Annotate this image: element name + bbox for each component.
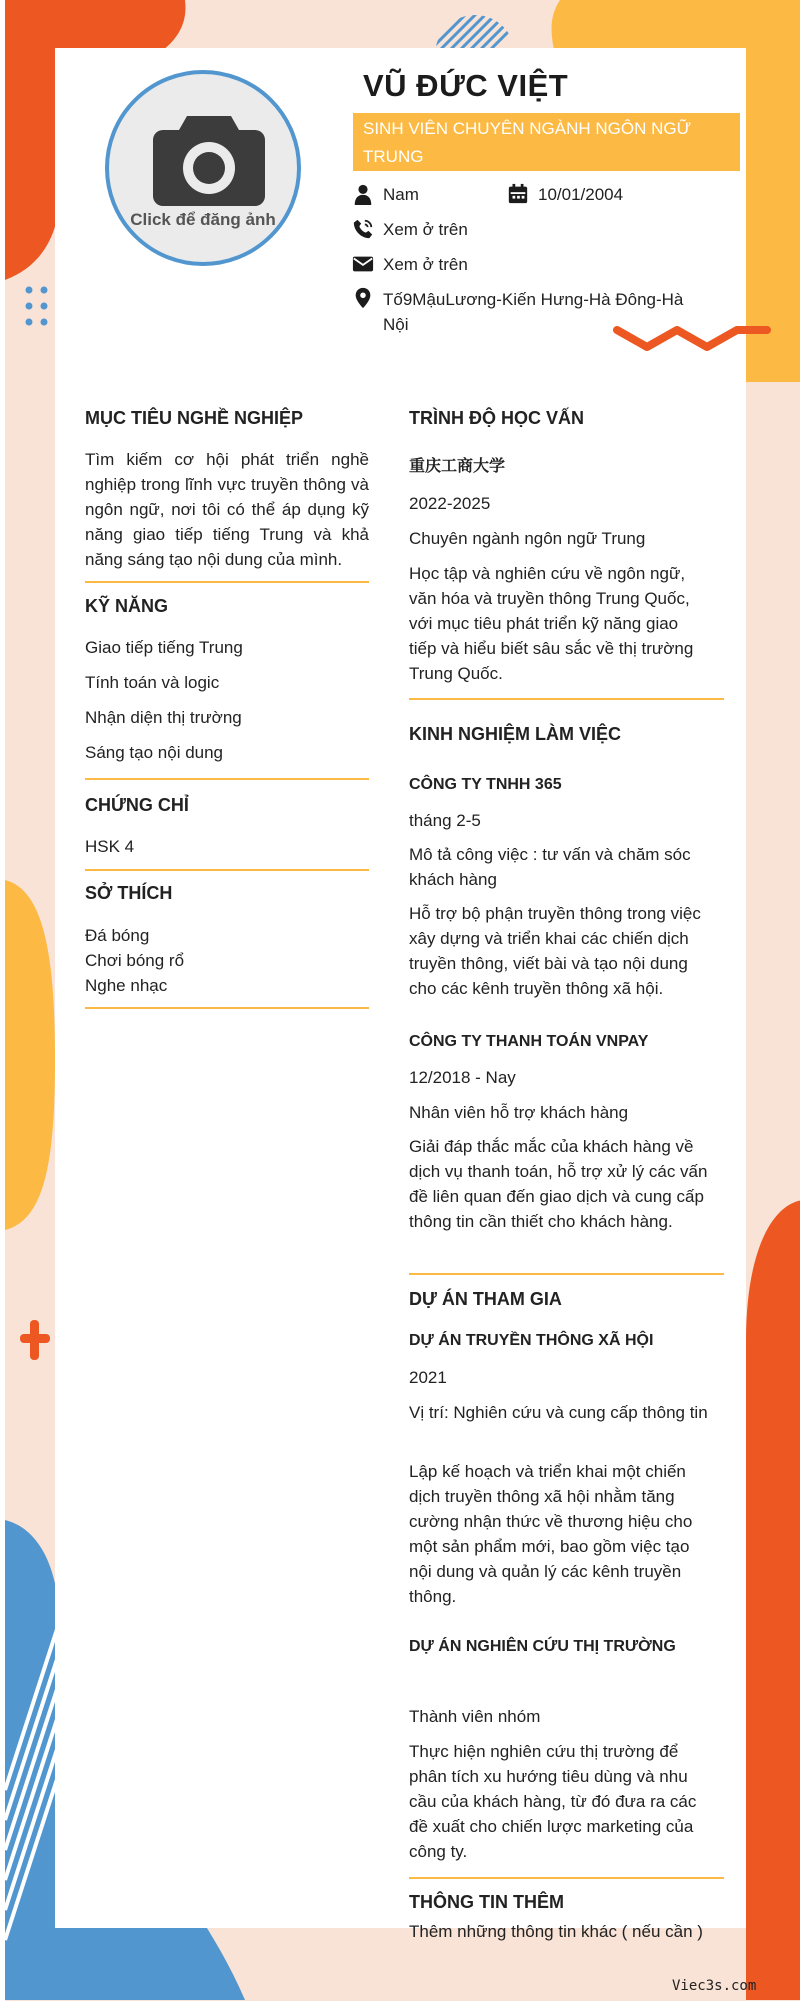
divider xyxy=(85,778,369,780)
hobbies-list xyxy=(85,923,184,998)
avatar-upload[interactable] xyxy=(105,70,301,266)
job-company: CÔNG TY TNHH 365 xyxy=(409,776,562,793)
career-objective-title: MỤC TIÊU NGHỀ NGHIỆP xyxy=(85,408,304,428)
phone-value: Xem ở trên xyxy=(383,220,468,239)
education-major: Chuyên ngành ngôn ngữ Trung xyxy=(409,529,646,548)
job-role: Mô tả công việc : tư vấn và chăm sóc khách hàng xyxy=(409,845,691,889)
hobbies-title: SỞ THÍCH xyxy=(85,883,173,903)
candidate-title: SINH VIÊN CHUYÊN NGÀNH NGÔN NGỮ TRUNG xyxy=(353,113,740,171)
project-period: 2021 xyxy=(409,1368,447,1387)
career-objective-text: Tìm kiếm cơ hội phát triển nghề nghiệp trong lĩnh vực truyền thông và ngôn ngữ, nơi tôi có thể áp dụng kỹ năng giao tiếp tiếng Trung và khả năng sáng tạo nội dung của mình. xyxy=(85,450,369,569)
skill-item: Sáng tạo nội dung xyxy=(85,743,224,762)
decor-orange-cross xyxy=(20,1320,50,1360)
education-period: 2022-2025 xyxy=(409,494,491,513)
project-description: Thực hiện nghiên cứu thị trường để phân tích xu hướng tiêu dùng và nhu cầu của khách hàng, từ đó đưa ra các đề xuất cho chiến lược marketing của công ty. xyxy=(409,1742,697,1861)
person-icon xyxy=(352,183,374,205)
job-role: Nhân viên hỗ trợ khách hàng xyxy=(409,1103,629,1122)
additional-text: Thêm những thông tin khác ( nếu cần ) xyxy=(409,1922,703,1941)
certificates-title: CHỨNG CHỈ xyxy=(85,795,189,815)
education-description: Học tập và nghiên cứu về ngôn ngữ, văn hóa và truyền thông Trung Quốc, với mục tiêu phát triển kỹ năng giao tiếp và hiểu biết sâu sắc về thị trường Trung Quốc. xyxy=(409,564,694,683)
skills-title: KỸ NĂNG xyxy=(85,596,169,616)
decor-stripe-circle-top xyxy=(430,10,520,50)
job-description: Hỗ trợ bộ phận truyền thông trong việc xây dựng và triển khai các chiến dịch truyền thông, viết bài và tạo nội dung cho các kênh truyền thông xã hội. xyxy=(409,904,701,998)
address-value: Tố9MậuLương-Kiến Hưng-Hà Đông-Hà Nội xyxy=(383,290,684,334)
candidate-name: VŨ ĐỨC VIỆT xyxy=(363,68,569,103)
watermark-footer: Viec3s.com xyxy=(672,1978,757,1994)
job-company: CÔNG TY THANH TOÁN VNPAY xyxy=(409,1033,649,1050)
additional-title: THÔNG TIN THÊM xyxy=(409,1892,564,1912)
hobby-item: Nghe nhạc xyxy=(85,976,168,995)
job-description: Giải đáp thắc mắc của khách hàng về dịch vụ thanh toán, hỗ trợ xử lý các vấn đề liên quan đến giao dịch và cung cấp thông tin cần thiết cho khách hàng. xyxy=(409,1137,708,1231)
email-icon xyxy=(352,253,374,275)
divider xyxy=(409,698,724,700)
avatar-caption[interactable]: Click để đăng ảnh xyxy=(130,210,276,229)
camera-icon xyxy=(153,108,265,208)
hobby-item: Đá bóng xyxy=(85,926,150,945)
divider xyxy=(409,1877,724,1879)
education-title: TRÌNH ĐỘ HỌC VẤN xyxy=(409,408,584,428)
skill-item: Nhận diện thị trường xyxy=(85,708,242,727)
job-period: tháng 2-5 xyxy=(409,811,481,830)
certificate-item: HSK 4 xyxy=(85,837,135,856)
skill-item: Giao tiếp tiếng Trung xyxy=(85,638,243,657)
job-period: 12/2018 - Nay xyxy=(409,1068,516,1087)
skill-item: Tính toán và logic xyxy=(85,673,220,692)
hobby-item: Chơi bóng rổ xyxy=(85,951,185,970)
project-name: DỰ ÁN TRUYỀN THÔNG XÃ HỘI xyxy=(409,1332,654,1349)
divider xyxy=(85,1007,369,1009)
birthday-value: 10/01/2004 xyxy=(538,185,624,204)
experience-title: KINH NGHIỆM LÀM VIỆC xyxy=(409,724,622,744)
projects-title: DỰ ÁN THAM GIA xyxy=(409,1289,562,1309)
location-icon xyxy=(352,287,374,309)
project-name: DỰ ÁN NGHIÊN CỨU THỊ TRƯỜNG xyxy=(409,1638,676,1655)
project-role: Vị trí: Nghiên cứu và cung cấp thông tin xyxy=(409,1403,708,1422)
email-value: Xem ở trên xyxy=(383,255,468,274)
gender-value: Nam xyxy=(383,185,419,204)
phone-icon xyxy=(352,218,374,240)
divider xyxy=(85,869,369,871)
calendar-icon xyxy=(507,183,529,205)
project-description: Lập kế hoạch và triển khai một chiến dịch truyền thông xã hội nhằm tăng cường nhận thức về thương hiệu cho một sản phẩm mới, bao gồm việc tạo nội dung và quản lý các kênh truyền thông. xyxy=(409,1462,693,1606)
skills-list xyxy=(85,635,369,775)
education-school: 重庆工商大学 xyxy=(409,458,506,475)
project-role: Thành viên nhóm xyxy=(409,1707,541,1726)
divider xyxy=(85,581,369,583)
divider xyxy=(409,1273,724,1275)
